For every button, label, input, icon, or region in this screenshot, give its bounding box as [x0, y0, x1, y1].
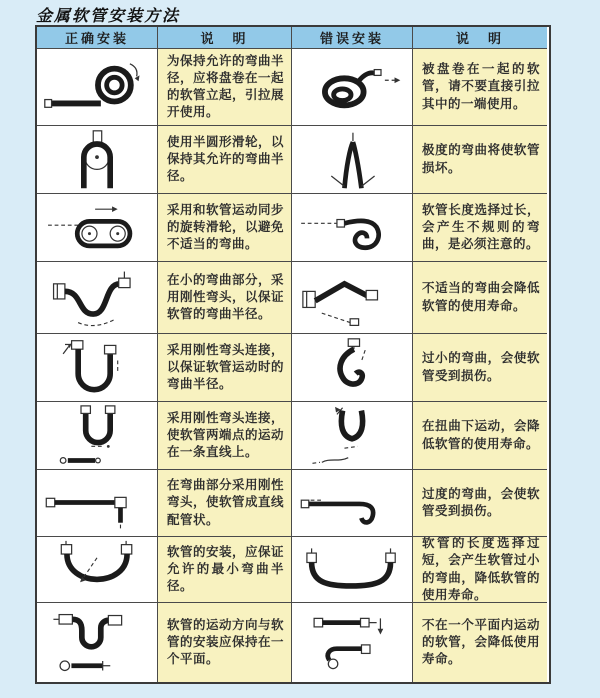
correct-illustration-cell — [37, 334, 158, 402]
note-text: 软管的安装，应保证允许的最小弯曲半径。 — [167, 544, 285, 594]
note-text: 使用半圆形滑轮，以保持其允许的弯曲半径。 — [167, 134, 285, 184]
too-short-hose-icon — [294, 539, 410, 601]
correct-note-cell — [158, 537, 292, 603]
note-text: 软管的运动方向与软管的安装应保持在一个平面。 — [167, 617, 285, 667]
correct-note-cell — [158, 126, 292, 194]
same-plane-trap-icon — [39, 607, 155, 679]
note-text: 软管的长度选择过短，会产生软管过小的弯曲，降低软管的使用寿命。 — [422, 537, 540, 602]
wrong-illustration-cell — [292, 194, 413, 262]
correct-note-cell — [158, 49, 292, 126]
note-text: 软管长度选择过长，会产生不规则的弯曲，是必须注意的。 — [422, 202, 540, 252]
note-text: 采用刚性弯头连接，使软管两端点的运动在一条直线上。 — [167, 410, 285, 460]
correct-illustration-cell — [37, 194, 158, 262]
wrong-illustration-cell — [292, 470, 413, 537]
irregular-loop-icon — [294, 196, 410, 260]
correct-illustration-cell — [37, 402, 158, 470]
wrong-note-cell — [413, 603, 547, 682]
rigid-elbow-straight-line-icon — [39, 404, 155, 468]
wrong-note-cell — [413, 402, 547, 470]
straight-pipe-elbow-icon — [39, 472, 155, 534]
header-note-2: 说 明 — [413, 27, 547, 49]
note-text: 在扭曲下运动，会降低软管的使用寿命。 — [422, 419, 540, 451]
note-text: 过度的弯曲，会使软管受到损伤。 — [422, 486, 540, 518]
installation-table — [35, 25, 551, 684]
note-text: 采用刚性弯头连接，以保证软管运动时的弯曲半径。 — [167, 342, 285, 392]
note-text: 不适当的弯曲会降低软管的使用寿命。 — [422, 281, 540, 313]
header-note-1: 说 明 — [158, 27, 292, 49]
wrong-illustration-cell — [292, 402, 413, 470]
correct-illustration-cell — [37, 126, 158, 194]
note-text: 采用和软管运动同步的旋转滑轮，以避免不适当的弯曲。 — [167, 202, 285, 252]
correct-note-cell — [158, 194, 292, 262]
note-text: 极度的弯曲将使软管损坏。 — [422, 143, 540, 175]
extreme-bend-icon — [294, 128, 410, 192]
wrong-illustration-cell — [292, 334, 413, 402]
header-correct-install: 正确安装 — [37, 27, 158, 49]
note-text: 不在一个平面内运动的软管，会降低使用寿命。 — [422, 617, 540, 667]
correct-illustration-cell — [37, 603, 158, 682]
correct-note-cell — [158, 402, 292, 470]
correct-illustration-cell — [37, 537, 158, 603]
wrong-illustration-cell — [292, 49, 413, 126]
wrong-note-cell — [413, 537, 547, 603]
correct-note-cell — [158, 334, 292, 402]
min-bend-radius-u-icon — [39, 539, 155, 601]
wrong-note-cell — [413, 470, 547, 537]
note-text: 为保持允许的弯曲半径，应将盘卷在一起的软管立起，引拉展开使用。 — [167, 53, 285, 120]
rigid-elbow-small-bend-icon — [39, 264, 155, 332]
correct-note-cell — [158, 603, 292, 682]
too-small-bend-icon — [294, 336, 410, 400]
wrong-note-cell — [413, 334, 547, 402]
wrong-illustration-cell — [292, 537, 413, 603]
twisted-u-icon — [294, 404, 410, 468]
note-text: 过小的弯曲，会使软管受到损伤。 — [422, 351, 540, 383]
correct-illustration-cell — [37, 262, 158, 334]
correct-note-cell — [158, 262, 292, 334]
rotating-pulleys-icon — [39, 196, 155, 260]
out-of-plane-icon — [294, 607, 410, 679]
note-text: 在弯曲部分采用刚性弯头，使软管成直线配管状。 — [167, 478, 285, 527]
correct-note-cell — [158, 470, 292, 537]
note-text: 在小的弯曲部分，采用刚性弯头，以保证软管的弯曲半径。 — [167, 272, 285, 322]
wrong-illustration-cell — [292, 262, 413, 334]
wrong-note-cell — [413, 194, 547, 262]
coiled-hose-uncoil-icon — [39, 52, 155, 122]
over-bent-end-icon — [294, 472, 410, 534]
header-wrong-install: 错误安装 — [292, 27, 413, 49]
rigid-elbow-u-hang-icon — [39, 336, 155, 400]
correct-illustration-cell — [37, 470, 158, 537]
wrong-note-cell — [413, 126, 547, 194]
wrong-illustration-cell — [292, 126, 413, 194]
improper-bend-icon — [294, 264, 410, 332]
page-title: 金属软管安装方法 — [36, 8, 181, 25]
coiled-hose-pull-end-icon — [294, 52, 410, 122]
semicircular-pulley-icon — [39, 128, 155, 192]
wrong-note-cell — [413, 262, 547, 334]
wrong-note-cell — [413, 49, 547, 126]
note-text: 被盘卷在一起的软管，请不要直接引拉其中的一端使用。 — [422, 62, 540, 111]
correct-illustration-cell — [37, 49, 158, 126]
wrong-illustration-cell — [292, 603, 413, 682]
